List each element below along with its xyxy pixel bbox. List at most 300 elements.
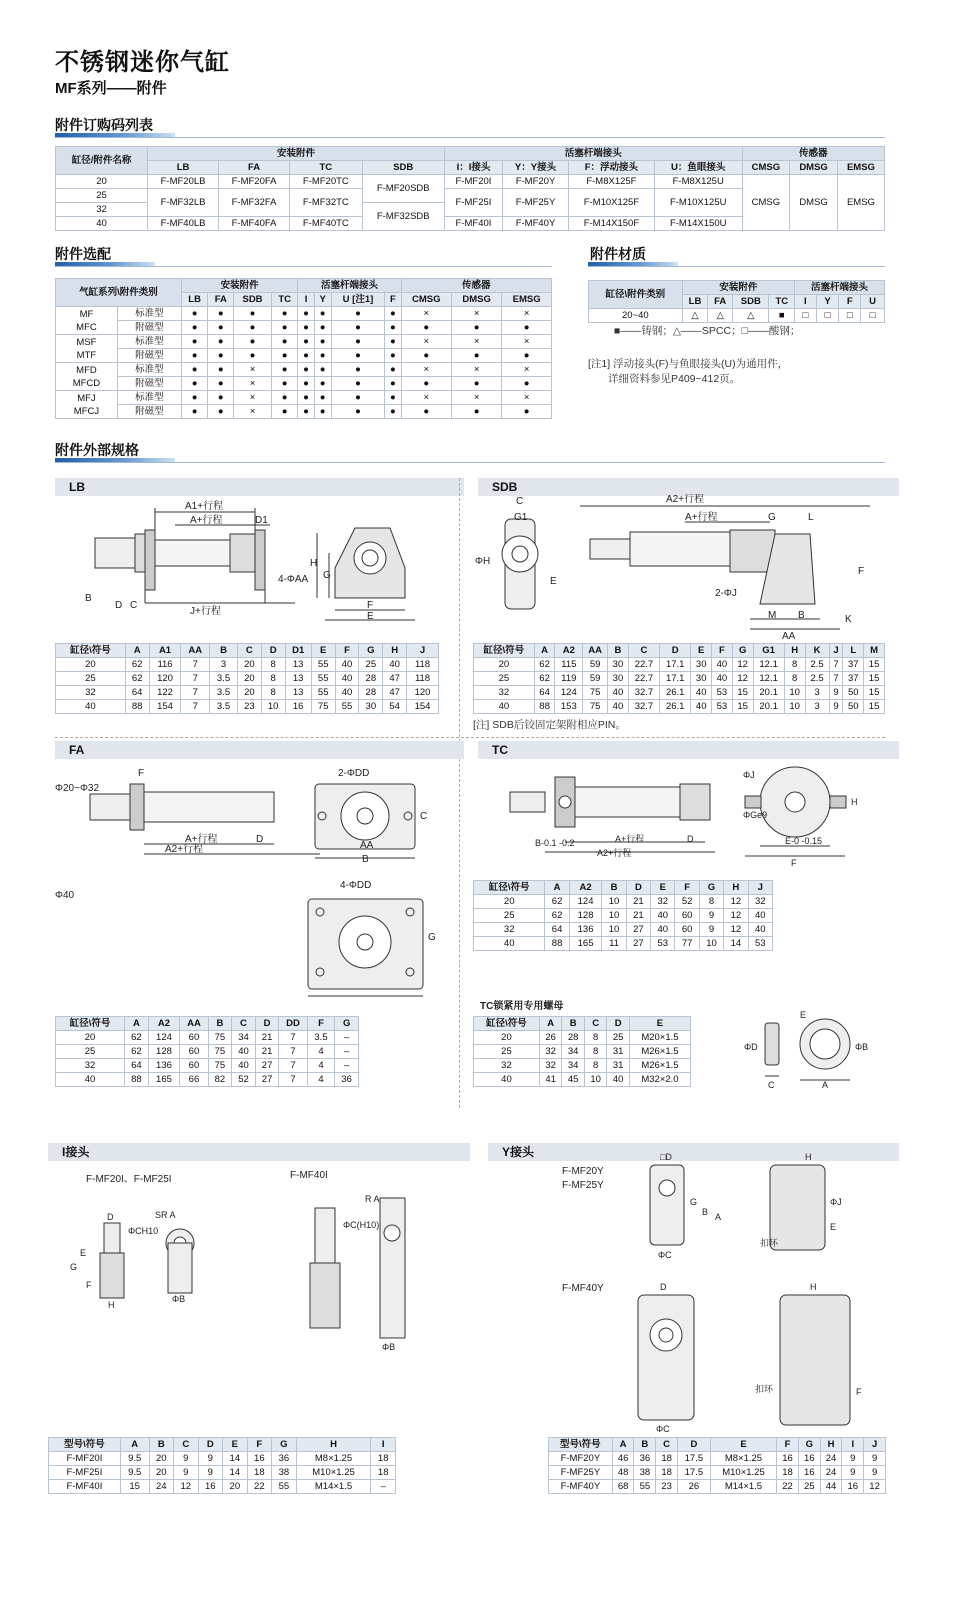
table-cell: ● <box>331 363 385 377</box>
sdb-label-b: B <box>798 610 805 621</box>
table-cell: 10 <box>602 895 626 909</box>
table-cell: ● <box>271 391 298 405</box>
table-cell: 标准型 <box>117 363 181 377</box>
sdb-label-g: G <box>768 512 776 523</box>
fa-label-c: C <box>420 811 428 822</box>
table-cell: 20 <box>237 686 261 700</box>
table-header-cell: 缸径/附件名称 <box>56 147 148 175</box>
sdb-table <box>473 643 885 714</box>
y40-label-c: ΦC <box>656 1424 670 1434</box>
table-cell: ● <box>271 363 298 377</box>
table-cell: ● <box>271 307 298 321</box>
table-cell: 40 <box>56 217 148 231</box>
fa-label-b: B <box>362 854 369 865</box>
table-cell: 45 <box>562 1073 585 1087</box>
table-header-cell: 活塞杆端接头 <box>298 279 401 293</box>
table-cell: 7 <box>829 672 843 686</box>
table-header-cell: 传感器 <box>742 147 884 161</box>
table-header-cell: Y <box>816 295 839 309</box>
table-cell: F-MF20I <box>49 1452 121 1466</box>
table-cell: × <box>451 391 501 405</box>
y-joint-table <box>548 1437 886 1494</box>
table-row <box>56 686 439 700</box>
table-cell: 20 <box>149 1466 174 1480</box>
table-cell: ● <box>271 405 298 419</box>
table-cell: F-MF20FA <box>219 175 290 189</box>
table-cell: 8 <box>584 1059 607 1073</box>
table-cell: 15 <box>732 686 753 700</box>
table-row <box>474 1031 691 1045</box>
table-cell: F-MF40I <box>49 1480 121 1494</box>
table-cell: 136 <box>569 923 602 937</box>
table-cell: 75 <box>311 700 335 714</box>
table-cell: 11 <box>602 937 626 951</box>
table-cell: 119 <box>555 672 583 686</box>
i40-label-ra: R A <box>365 1194 380 1204</box>
table-cell: 88 <box>125 700 149 714</box>
table-cell: ● <box>181 377 208 391</box>
table-cell: 3.5 <box>307 1031 335 1045</box>
table-cell: 10 <box>784 686 805 700</box>
table-row <box>56 700 439 714</box>
fa-label-g: G <box>428 932 436 943</box>
table-cell: ● <box>234 321 272 335</box>
table-header-cell: A2 <box>569 881 602 895</box>
table-cell: 26 <box>677 1480 710 1494</box>
table-header-cell: 缸径\符号 <box>56 644 126 658</box>
table-header-cell: M <box>864 644 885 658</box>
table-cell: 32 <box>748 895 772 909</box>
table-cell: F-MF40FA <box>219 217 290 231</box>
table-cell: 64 <box>125 686 149 700</box>
table-cell: 62 <box>534 658 555 672</box>
table-cell: F-M8X125F <box>568 175 654 189</box>
table-cell: 附磁型 <box>117 321 181 335</box>
table-header-cell: A <box>534 644 555 658</box>
table-header-cell: I <box>371 1438 396 1452</box>
table-cell: 38 <box>634 1466 656 1480</box>
table-cell: F-MF40LB <box>148 217 219 231</box>
table-cell: 40 <box>748 909 772 923</box>
y40-label-clip: 扣环 <box>755 1384 774 1394</box>
table-cell <box>56 363 118 391</box>
sdb-label-a2: A2+行程 <box>666 494 705 505</box>
table-header-cell: C <box>232 1017 256 1031</box>
table-cell: 16 <box>842 1480 864 1494</box>
table-cell: 62 <box>125 1031 149 1045</box>
table-cell: 62 <box>125 672 149 686</box>
table-row <box>474 672 885 686</box>
tc-label-b: B-0.1 -0.2 <box>535 838 575 848</box>
table-cell: 37 <box>843 658 864 672</box>
table-cell: ● <box>401 349 451 363</box>
tc-drawing <box>505 762 885 878</box>
table-cell: 16 <box>247 1452 272 1466</box>
table-cell: 40 <box>335 672 359 686</box>
table-cell: □ <box>839 309 861 323</box>
table-cell: 12.1 <box>753 658 784 672</box>
table-cell: △ <box>708 309 733 323</box>
table-cell: M8×1.25 <box>296 1452 371 1466</box>
table-cell: 标准型 <box>117 391 181 405</box>
table-header-row <box>474 644 885 658</box>
tab-y-joint: Y接头 <box>488 1143 899 1161</box>
table-cell: 128 <box>569 909 602 923</box>
table-header-cell: A <box>125 1017 149 1031</box>
table-row <box>56 377 552 391</box>
fa-label-dd4: 4-ΦDD <box>340 880 372 891</box>
table-cell: CMSG <box>742 175 790 231</box>
table-cell: F-MF32TC <box>290 189 363 217</box>
table-cell: □ <box>795 309 817 323</box>
table-header-row <box>56 1017 359 1031</box>
table-cell: 7 <box>279 1031 307 1045</box>
table-cell: 12.1 <box>753 672 784 686</box>
table-cell: 22.7 <box>628 672 659 686</box>
table-header-row <box>589 281 885 295</box>
material-legend: ■——铸钢；△——SPCC；□——酸钢； <box>614 325 801 337</box>
table-cell: 25 <box>474 909 545 923</box>
table-header-cell: E <box>223 1438 248 1452</box>
table-header-row <box>56 644 439 658</box>
series-name: MF <box>79 308 94 320</box>
table-cell: 23 <box>656 1480 678 1494</box>
i-joint-sub1: F-MF20I、F-MF25I <box>86 1174 172 1185</box>
table-cell: 3.5 <box>210 672 238 686</box>
table-cell: 36 <box>634 1452 656 1466</box>
i40-label-b: ΦB <box>382 1342 396 1352</box>
table-cell: 128 <box>148 1045 180 1059</box>
table-header-cell: A <box>120 1438 149 1452</box>
table-cell: 37 <box>843 672 864 686</box>
table-cell: × <box>401 363 451 377</box>
table-cell: 53 <box>748 937 772 951</box>
table-cell: ● <box>234 335 272 349</box>
table-row <box>474 923 773 937</box>
table-cell: 47 <box>383 672 407 686</box>
table-cell: 8 <box>784 672 805 686</box>
tc-nut-label-c: C <box>768 1080 775 1090</box>
divider <box>55 737 885 738</box>
table-cell: 60 <box>180 1045 208 1059</box>
series-name: MFC <box>76 321 97 333</box>
table-cell: 34 <box>232 1031 256 1045</box>
table-header-cell: B <box>634 1438 656 1452</box>
table-cell: 60 <box>675 909 699 923</box>
table-cell: 12 <box>864 1480 886 1494</box>
table-cell: 116 <box>149 658 181 672</box>
tc-nut-drawing <box>740 1008 885 1090</box>
table-cell: 136 <box>148 1059 180 1073</box>
table-header-row <box>56 147 885 161</box>
table-cell: 10 <box>584 1073 607 1087</box>
table-cell: 12 <box>732 672 753 686</box>
table-cell: 9.5 <box>120 1466 149 1480</box>
lb-label-f: F <box>367 600 374 611</box>
table-cell: 40 <box>607 1073 630 1087</box>
table-cell: 16 <box>798 1466 820 1480</box>
sdb-label-j: 2-ΦJ <box>715 588 737 599</box>
table-cell: 154 <box>149 700 181 714</box>
table-row <box>56 1059 359 1073</box>
table-cell: 34 <box>562 1059 585 1073</box>
table-header-row <box>474 1017 691 1031</box>
table-header-cell: A2 <box>148 1017 180 1031</box>
table-cell: ● <box>298 363 314 377</box>
table-cell: 27 <box>626 923 650 937</box>
table-cell: ● <box>181 363 208 377</box>
table-cell: 40 <box>608 686 629 700</box>
table-header-cell: G <box>699 881 723 895</box>
table-cell: 7 <box>181 658 210 672</box>
table-cell: 14 <box>223 1452 248 1466</box>
fa-label-phi40: Φ40 <box>55 890 75 901</box>
table-header-cell: A <box>125 644 149 658</box>
table-cell: 9 <box>842 1452 864 1466</box>
table-cell: 27 <box>626 937 650 951</box>
table-cell: × <box>234 405 272 419</box>
table-cell: 26.1 <box>660 700 691 714</box>
table-cell: 4 <box>307 1073 335 1087</box>
table-cell: 21 <box>255 1031 279 1045</box>
table-cell: × <box>502 363 552 377</box>
table-cell: 28 <box>562 1031 585 1045</box>
table-row <box>589 309 885 323</box>
table-cell: ● <box>298 321 314 335</box>
table-cell: 30 <box>608 672 629 686</box>
table-cell: × <box>502 307 552 321</box>
table-cell: 16 <box>285 700 311 714</box>
table-row <box>474 700 885 714</box>
table-cell: 21 <box>626 895 650 909</box>
table-cell: 40 <box>474 1073 540 1087</box>
table-cell: 12 <box>724 909 748 923</box>
table-row <box>49 1466 396 1480</box>
table-cell: 40 <box>335 686 359 700</box>
sdb-label-l: L <box>808 512 814 523</box>
table-cell: 20 <box>56 658 126 672</box>
table-header-cell: K <box>805 644 829 658</box>
table-row <box>56 335 552 349</box>
table-header-cell: H <box>820 1438 842 1452</box>
table-cell: 59 <box>583 658 608 672</box>
table-cell: 9 <box>198 1466 223 1480</box>
table-cell: 124 <box>569 895 602 909</box>
table-cell: ● <box>271 335 298 349</box>
table-row <box>56 658 439 672</box>
table-cell: 32 <box>651 895 675 909</box>
table-cell: 15 <box>864 672 885 686</box>
table-header-cell: U <box>861 295 885 309</box>
table-header-cell: A1 <box>149 644 181 658</box>
table-cell: M10×1.25 <box>710 1466 776 1480</box>
table-cell: × <box>401 307 451 321</box>
table-cell: 8 <box>261 686 285 700</box>
table-cell: 154 <box>407 700 439 714</box>
sdb-label-g1: G1 <box>514 512 528 523</box>
sdb-label-a: A+行程 <box>685 512 718 523</box>
table-header-cell: F <box>712 644 733 658</box>
table-row <box>549 1466 886 1480</box>
table-cell: 13 <box>285 658 311 672</box>
sdb-label-h: ΦH <box>475 556 491 567</box>
table-cell: 62 <box>534 672 555 686</box>
material-note-1: [注1] 浮动接头(F)与鱼眼接头(U)为通用件， <box>588 358 789 370</box>
table-cell: 53 <box>712 700 733 714</box>
table-cell: 27 <box>255 1059 279 1073</box>
table-header-cell: B <box>210 644 238 658</box>
section-title-select: 附件选配 <box>55 246 111 262</box>
table-header-cell: G <box>335 1017 359 1031</box>
table-header-cell: 安装附件 <box>148 147 445 161</box>
table-cell: 25 <box>474 1045 540 1059</box>
table-header-cell: E <box>710 1438 776 1452</box>
table-cell: 22 <box>247 1480 272 1494</box>
table-cell: M26×1.5 <box>629 1045 690 1059</box>
table-cell: 32.7 <box>628 700 659 714</box>
y-label-j: ΦJ <box>830 1197 842 1207</box>
table-cell: 10 <box>602 923 626 937</box>
table-cell: 9 <box>864 1466 886 1480</box>
table-cell: 17.5 <box>677 1466 710 1480</box>
table-cell: 10 <box>784 700 805 714</box>
table-header-cell: DMSG <box>790 161 838 175</box>
table-cell: 9 <box>864 1452 886 1466</box>
table-header-cell: 缸径\符号 <box>56 1017 125 1031</box>
table-cell: 50 <box>843 686 864 700</box>
table-header-cell: B <box>149 1438 174 1452</box>
lb-label-a: A+行程 <box>190 515 223 526</box>
y-label-c: ΦC <box>658 1250 672 1260</box>
table-cell: 75 <box>583 700 608 714</box>
table-cell: 40 <box>691 686 712 700</box>
section-title-material: 附件材质 <box>590 246 646 262</box>
table-cell: ● <box>401 377 451 391</box>
table-header-cell: F <box>335 644 359 658</box>
table-header-cell: G <box>798 1438 820 1452</box>
table-row <box>474 909 773 923</box>
table-cell: 40 <box>335 658 359 672</box>
divider <box>459 478 460 1108</box>
lb-label-c: C <box>130 600 138 611</box>
table-cell: ● <box>271 377 298 391</box>
table-cell: ● <box>502 377 552 391</box>
y-joint-sub1: F-MF20Y <box>562 1166 604 1177</box>
table-cell: 3.5 <box>210 686 238 700</box>
table-cell: 12 <box>174 1480 199 1494</box>
table-cell: F-M14X150U <box>654 217 742 231</box>
table-cell: 62 <box>125 1045 149 1059</box>
table-header-cell: TC <box>769 295 795 309</box>
table-header-cell: FA <box>708 295 733 309</box>
table-cell: 36 <box>335 1073 359 1087</box>
table-header-cell: SDB <box>362 161 444 175</box>
table-cell: ● <box>271 321 298 335</box>
table-cell: 20 <box>56 1031 125 1045</box>
table-cell: 64 <box>545 923 569 937</box>
table-cell: × <box>234 377 272 391</box>
y-joint-sub2: F-MF40Y <box>562 1283 604 1294</box>
table-cell: 25 <box>607 1031 630 1045</box>
table-cell: 17.1 <box>660 658 691 672</box>
table-cell: 25 <box>798 1480 820 1494</box>
i-label-b: ΦB <box>172 1294 186 1304</box>
table-cell: 55 <box>311 686 335 700</box>
table-cell: M32×2.0 <box>629 1073 690 1087</box>
table-cell: 47 <box>383 686 407 700</box>
table-header-cell: SDB <box>234 293 272 307</box>
table-header-cell: DMSG <box>451 293 501 307</box>
table-cell: F-M14X150F <box>568 217 654 231</box>
i40-label-ch10: ΦC(H10) <box>343 1220 380 1230</box>
table-cell: 20.1 <box>753 700 784 714</box>
i-label-d: D <box>107 1212 114 1222</box>
table-header-cell: D <box>607 1017 630 1031</box>
table-cell: 27 <box>255 1073 279 1087</box>
table-header-cell: EMSG <box>502 293 552 307</box>
table-cell: 32 <box>56 686 126 700</box>
table-cell: ● <box>331 321 385 335</box>
table-header-cell: F <box>777 1438 799 1452</box>
table-cell: F-MF25I <box>49 1466 121 1480</box>
table-cell: 7 <box>279 1045 307 1059</box>
page-title: 不锈钢迷你气缸 <box>55 49 230 76</box>
table-cell: 15 <box>864 686 885 700</box>
table-header-cell: F <box>839 295 861 309</box>
table-cell: △ <box>682 309 708 323</box>
table-cell: ● <box>314 391 331 405</box>
table-row <box>56 1045 359 1059</box>
table-cell: 64 <box>125 1059 149 1073</box>
tc-label-d: D <box>687 834 694 844</box>
table-cell: ● <box>385 391 401 405</box>
table-cell: 32 <box>474 686 535 700</box>
table-cell: 68 <box>612 1480 634 1494</box>
lb-label-e: E <box>367 611 374 622</box>
fa-label-aa: AA <box>360 840 374 851</box>
table-row <box>56 405 552 419</box>
lb-table <box>55 643 439 714</box>
table-header-cell: AA <box>583 644 608 658</box>
table-header-cell: B <box>608 644 629 658</box>
i-label-g: G <box>70 1262 78 1272</box>
table-cell: F-MF32LB <box>148 189 219 217</box>
table-header-cell: 缸径\符号 <box>474 881 545 895</box>
table-cell: F-MF20LB <box>148 175 219 189</box>
table-cell: ● <box>502 321 552 335</box>
tc-table <box>473 880 773 951</box>
table-row <box>56 349 552 363</box>
table-row <box>474 686 885 700</box>
table-cell: 88 <box>545 937 569 951</box>
table-cell: ● <box>331 391 385 405</box>
table-cell: 23 <box>237 700 261 714</box>
table-cell: 附磁型 <box>117 405 181 419</box>
table-cell: 41 <box>539 1073 562 1087</box>
material-note-2: 详细资料参见P409~412页。 <box>608 373 741 385</box>
table-row <box>56 175 885 189</box>
table-cell: ● <box>314 321 331 335</box>
fa-label-a2: A2+行程 <box>165 844 204 855</box>
series-name: MFD <box>76 364 97 376</box>
select-table <box>55 278 552 419</box>
table-cell: 24 <box>149 1480 174 1494</box>
lb-label-b: B <box>85 593 92 604</box>
table-header-cell: FA <box>208 293 234 307</box>
table-header-cell: C <box>628 644 659 658</box>
table-cell: 20.1 <box>753 686 784 700</box>
table-cell: 20 <box>474 658 535 672</box>
